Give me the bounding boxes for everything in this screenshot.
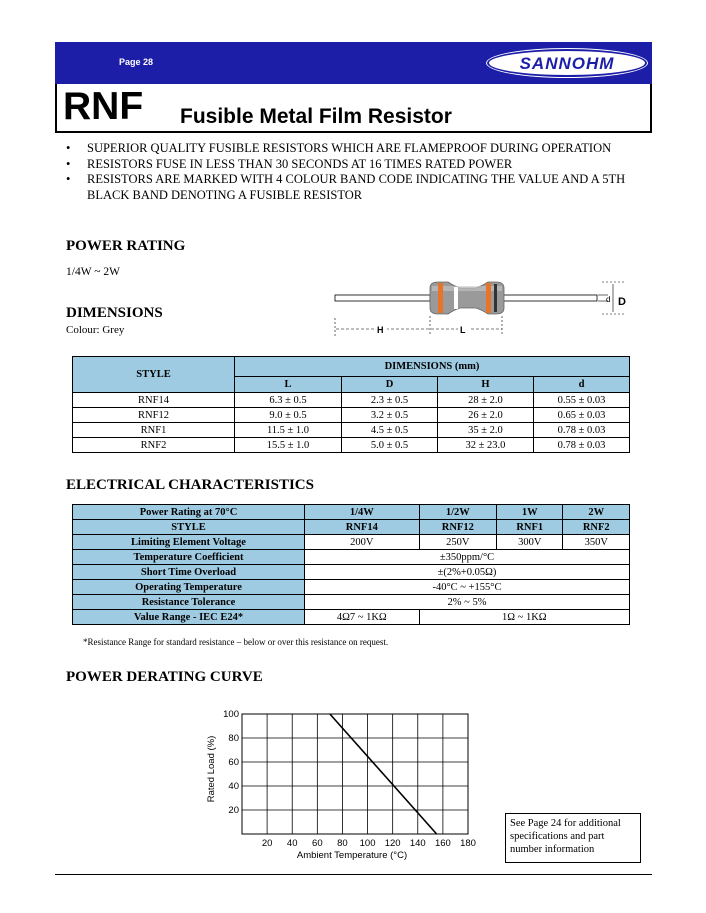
table-cell: 28 ± 2.0 bbox=[438, 393, 534, 408]
row-label: Limiting Element Voltage bbox=[73, 535, 305, 550]
feature-item: • SUPERIOR QUALITY FUSIBLE RESISTORS WHICH ARE FLAMEPROOF DURING OPERATION bbox=[66, 141, 646, 157]
table-cell: 6.3 ± 0.5 bbox=[235, 393, 342, 408]
y-tick-label: 100 bbox=[223, 709, 239, 720]
feature-item: • RESISTORS ARE MARKED WITH 4 COLOUR BAND CODE INDICATING THE VALUE AND A 5TH BLACK BAND DENOTING A FUSIBLE RESISTOR bbox=[66, 172, 646, 203]
title-box bbox=[55, 84, 652, 133]
table-cell: 4.5 ± 0.5 bbox=[342, 423, 438, 438]
column-header: d bbox=[534, 376, 630, 392]
table-cell: 1/4W bbox=[305, 505, 420, 520]
table-cell: RNF2 bbox=[563, 520, 630, 535]
derating-chart bbox=[196, 700, 486, 870]
table-cell: 1Ω ~ 1KΩ bbox=[419, 610, 629, 625]
plot-frame bbox=[242, 714, 468, 834]
row-label: STYLE bbox=[73, 520, 305, 535]
table-cell: RNF1 bbox=[73, 423, 235, 438]
x-tick-label: 140 bbox=[409, 838, 426, 849]
lead-right bbox=[502, 295, 597, 301]
row-label: Temperature Coefficient bbox=[73, 550, 305, 565]
y-tick-label: 80 bbox=[228, 733, 239, 744]
table-cell: 2W bbox=[563, 505, 630, 520]
table-row bbox=[73, 535, 630, 550]
x-tick-label: 20 bbox=[261, 838, 273, 849]
table-cell: 350V bbox=[563, 535, 630, 550]
dim-d-label: d bbox=[606, 295, 611, 304]
colour-band bbox=[454, 287, 458, 309]
page-number: Page 28 bbox=[119, 57, 154, 67]
table-cell: ±(2%+0.05Ω) bbox=[305, 565, 630, 580]
table-cell: 0.55 ± 0.03 bbox=[534, 393, 630, 408]
table-cell: 32 ± 23.0 bbox=[438, 438, 534, 453]
feature-list bbox=[66, 141, 646, 203]
row-label: Resistance Tolerance bbox=[73, 595, 305, 610]
product-code: RNF bbox=[63, 85, 144, 128]
table-cell: 0.78 ± 0.03 bbox=[534, 423, 630, 438]
column-header: D bbox=[342, 376, 438, 392]
derating-heading: POWER DERATING CURVE bbox=[66, 669, 263, 685]
table-row bbox=[73, 520, 630, 535]
table-cell: 26 ± 2.0 bbox=[438, 408, 534, 423]
row-label: Operating Temperature bbox=[73, 580, 305, 595]
column-header: L bbox=[235, 376, 342, 392]
table-cell: 1W bbox=[497, 505, 563, 520]
table-cell: RNF14 bbox=[73, 393, 235, 408]
table-header: STYLE bbox=[73, 357, 235, 393]
row-label: Power Rating at 70°C bbox=[73, 505, 305, 520]
table-cell: RNF12 bbox=[419, 520, 496, 535]
table-cell: 4Ω7 ~ 1KΩ bbox=[305, 610, 420, 625]
colour-band bbox=[438, 283, 443, 313]
column-header: H bbox=[438, 376, 534, 392]
table-cell: 250V bbox=[419, 535, 496, 550]
table-cell: 15.5 ± 1.0 bbox=[235, 438, 342, 453]
table-row bbox=[73, 610, 630, 625]
footer-rule bbox=[55, 874, 652, 875]
table-row bbox=[73, 408, 630, 423]
table-row bbox=[73, 438, 630, 453]
resistor-diagram bbox=[330, 280, 630, 340]
x-tick-label: 60 bbox=[312, 838, 323, 849]
table-row bbox=[73, 595, 630, 610]
x-tick-label: 160 bbox=[434, 838, 451, 849]
table-cell: RNF12 bbox=[73, 408, 235, 423]
row-label: Short Time Overload bbox=[73, 565, 305, 580]
dim-D-label: D bbox=[618, 296, 626, 308]
table-cell: 200V bbox=[305, 535, 420, 550]
table-cell: 3.2 ± 0.5 bbox=[342, 408, 438, 423]
table-cell: 1/2W bbox=[419, 505, 496, 520]
see-page-note: See Page 24 for additional specifications and part number information bbox=[505, 813, 641, 863]
dim-l-label: L bbox=[460, 325, 466, 335]
table-cell: 5.0 ± 0.5 bbox=[342, 438, 438, 453]
table-cell: RNF14 bbox=[305, 520, 420, 535]
y-tick-label: 60 bbox=[228, 757, 239, 768]
table-row bbox=[73, 565, 630, 580]
table-cell: -40°C ~ +155°C bbox=[305, 580, 630, 595]
table-cell: RNF2 bbox=[73, 438, 235, 453]
row-label: Value Range - IEC E24* bbox=[73, 610, 305, 625]
lead-left bbox=[335, 295, 430, 301]
table-cell: 300V bbox=[497, 535, 563, 550]
y-tick-label: 20 bbox=[228, 805, 239, 816]
colour-note: Colour: Grey bbox=[66, 324, 125, 336]
x-tick-label: 120 bbox=[384, 838, 401, 849]
x-tick-label: 80 bbox=[337, 838, 348, 849]
dimensions-heading: DIMENSIONS bbox=[66, 305, 163, 321]
colour-band bbox=[486, 283, 491, 313]
table-cell: 11.5 ± 1.0 bbox=[235, 423, 342, 438]
colour-band bbox=[494, 284, 497, 312]
table-cell: 9.0 ± 0.5 bbox=[235, 408, 342, 423]
feature-item: • RESISTORS FUSE IN LESS THAN 30 SECONDS AT 16 TIMES RATED POWER bbox=[66, 157, 646, 173]
table-row bbox=[73, 423, 630, 438]
table-cell: 0.65 ± 0.03 bbox=[534, 408, 630, 423]
header-bar bbox=[55, 42, 652, 84]
dim-h-label: H bbox=[377, 325, 384, 335]
table-header: DIMENSIONS (mm) bbox=[235, 357, 630, 377]
x-axis-label: Ambient Temperature (°C) bbox=[296, 850, 408, 861]
x-tick-label: 40 bbox=[286, 838, 298, 849]
x-tick-label: 180 bbox=[460, 838, 476, 849]
table-cell: 2.3 ± 0.5 bbox=[342, 393, 438, 408]
table-row bbox=[73, 393, 630, 408]
table-cell: 2% ~ 5% bbox=[305, 595, 630, 610]
resistance-footnote: *Resistance Range for standard resistance – below or over this resistance on request. bbox=[83, 637, 389, 647]
table-row bbox=[73, 505, 630, 520]
y-tick-label: 40 bbox=[228, 781, 239, 792]
brand-logo bbox=[487, 49, 647, 77]
electrical-heading: ELECTRICAL CHARACTERISTICS bbox=[66, 477, 314, 493]
dimensions-table bbox=[72, 356, 630, 453]
y-axis-label: Rated Load (%) bbox=[206, 735, 217, 803]
table-cell: ±350ppm/°C bbox=[305, 550, 630, 565]
power-rating-value: 1/4W ~ 2W bbox=[66, 266, 120, 278]
power-rating-heading: POWER RATING bbox=[66, 238, 186, 254]
table-cell: 35 ± 2.0 bbox=[438, 423, 534, 438]
table-row bbox=[73, 580, 630, 595]
brand-logo-text: SANNOHM bbox=[519, 54, 615, 73]
x-tick-label: 100 bbox=[359, 838, 376, 849]
product-name: Fusible Metal Film Resistor bbox=[180, 105, 452, 128]
table-row bbox=[73, 550, 630, 565]
table-cell: 0.78 ± 0.03 bbox=[534, 438, 630, 453]
table-cell: RNF1 bbox=[497, 520, 563, 535]
electrical-table bbox=[72, 504, 630, 625]
